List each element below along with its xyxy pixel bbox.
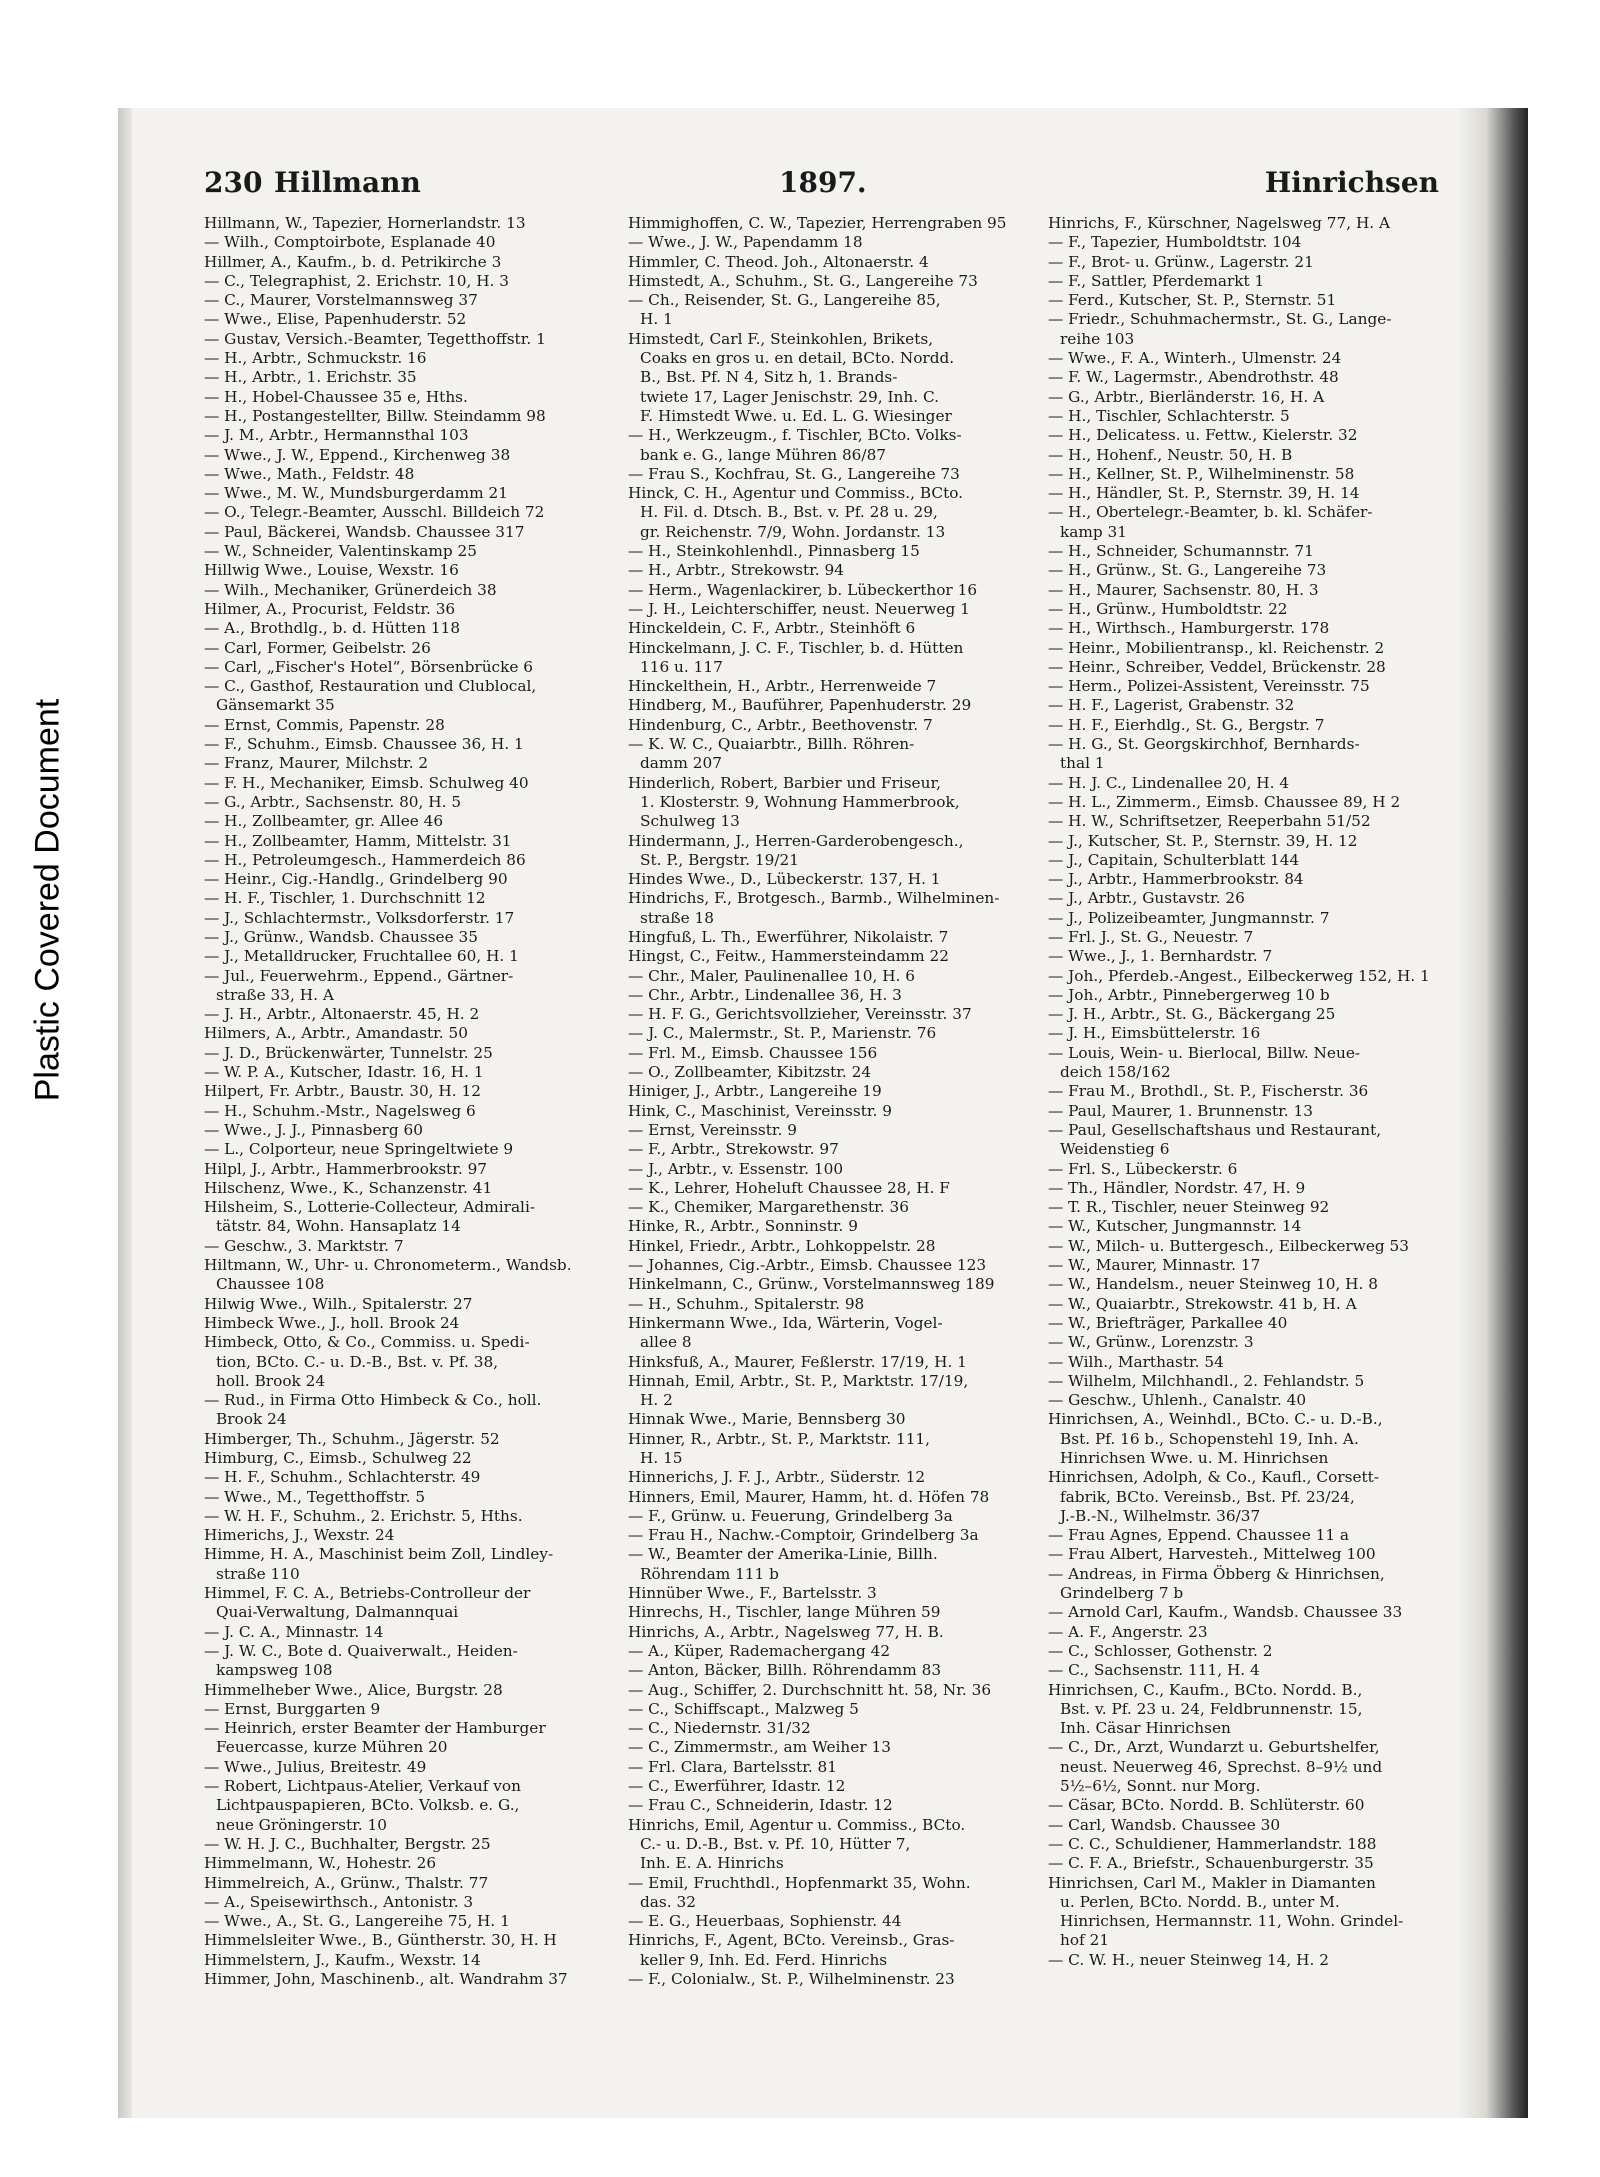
directory-entry-line: — H., Schuhm., Spitalerstr. 98 xyxy=(628,1294,865,1313)
directory-entry-line: — F., Sattler, Pferdemarkt 1 xyxy=(1048,271,1265,290)
directory-entry-line: — Carl, Wandsb. Chaussee 30 xyxy=(1048,1815,1281,1834)
directory-entry-line: Hinrichsen, C., Kaufm., BCto. Nordd. B., xyxy=(1048,1680,1363,1699)
directory-entry-line: — Franz, Maurer, Milchstr. 2 xyxy=(204,754,429,773)
directory-entry-line: Hiltmann, W., Uhr- u. Chronometerm., Wandsb. xyxy=(204,1256,572,1275)
directory-entry-line: — W. H. J. C., Buchhalter, Bergstr. 25 xyxy=(204,1834,491,1853)
directory-entry-line: — W., Handelsm., neuer Steinweg 10, H. 8 xyxy=(1048,1275,1378,1294)
directory-entry-line: Weidenstieg 6 xyxy=(1060,1140,1170,1159)
directory-entry-line: — H., Maurer, Sachsenstr. 80, H. 3 xyxy=(1048,580,1319,599)
directory-entry-line: kampsweg 108 xyxy=(216,1661,333,1680)
directory-entry-line: fabrik, BCto. Vereinsb., Bst. Pf. 23/24, xyxy=(1060,1487,1355,1506)
directory-entry-line: Hingst, C., Feitw., Hammersteindamm 22 xyxy=(628,947,949,966)
directory-entry-line: — G., Arbtr., Sachsenstr. 80, H. 5 xyxy=(204,792,462,811)
directory-entry-line: Hinrichsen, Adolph, & Co., Kaufl., Corsett- xyxy=(1048,1468,1379,1487)
directory-entry-line: — W., Maurer, Minnastr. 17 xyxy=(1048,1256,1261,1275)
directory-entry-line: — K., Chemiker, Margarethenstr. 36 xyxy=(628,1198,909,1217)
directory-entry-line: — Heinr., Schreiber, Veddel, Brückenstr. 28 xyxy=(1048,657,1386,676)
directory-entry-line: — Joh., Pferdeb.-Angest., Eilbeckerweg 152, H. 1 xyxy=(1048,966,1430,985)
directory-entry-line: — A., Brothdlg., b. d. Hütten 118 xyxy=(204,619,461,638)
directory-entry-line: — Ernst, Vereinsstr. 9 xyxy=(628,1120,797,1139)
directory-entry-line: — J., Grünw., Wandsb. Chaussee 35 xyxy=(204,927,478,946)
directory-entry-line: — C., Zimmermstr., am Weiher 13 xyxy=(628,1738,891,1757)
directory-entry-line: Hinnak Wwe., Marie, Bennsberg 30 xyxy=(628,1410,906,1429)
header-last-entry: Hinrichsen xyxy=(1264,166,1439,199)
directory-entry-line: deich 158/162 xyxy=(1060,1063,1171,1082)
directory-entry-line: — Wwe., J., 1. Bernhardstr. 7 xyxy=(1048,947,1273,966)
header-year: 1897. xyxy=(779,166,867,199)
column-3 xyxy=(1048,214,1443,1970)
directory-entry-line: — Arnold Carl, Kaufm., Wandsb. Chaussee 33 xyxy=(1048,1603,1403,1622)
directory-entry-line: — H. F., Tischler, 1. Durchschnitt 12 xyxy=(204,889,486,908)
directory-entry-line: — H., Arbtr., 1. Erichstr. 35 xyxy=(204,368,417,387)
directory-entry-line: — J. M., Arbtr., Hermannsthal 103 xyxy=(204,426,469,445)
directory-entry-line: Quai-Verwaltung, Dalmannquai xyxy=(216,1603,459,1622)
directory-entry-line: — H., Tischler, Schlachterstr. 5 xyxy=(1048,406,1290,425)
directory-entry-line: Brook 24 xyxy=(216,1410,287,1429)
directory-entry-line: Himmighoffen, C. W., Tapezier, Herrengraben 95 xyxy=(628,214,1007,232)
directory-entry-line: — Wwe., J. W., Eppend., Kirchenweg 38 xyxy=(204,445,511,464)
directory-entry-line: — Chr., Maler, Paulinenallee 10, H. 6 xyxy=(628,966,915,985)
directory-entry-line: — J., Arbtr., v. Essenstr. 100 xyxy=(628,1159,844,1178)
directory-entry-line: — F., Schuhm., Eimsb. Chaussee 36, H. 1 xyxy=(204,735,524,754)
directory-entry-line: Hillmann, W., Tapezier, Hornerlandstr. 13 xyxy=(204,214,526,232)
column-2 xyxy=(628,214,1023,1989)
directory-entry-line: Hinckeldein, C. F., Arbtr., Steinhöft 6 xyxy=(628,619,916,638)
directory-entry-line: — J. C., Malermstr., St. P., Marienstr. 76 xyxy=(628,1024,937,1043)
directory-entry-line: — F., Tapezier, Humboldtstr. 104 xyxy=(1048,233,1302,252)
directory-entry-line: Hiniger, J., Arbtr., Langereihe 19 xyxy=(628,1082,882,1101)
directory-entry-line: — Wwe., Julius, Breitestr. 49 xyxy=(204,1757,427,1776)
directory-entry-line: — C. W. H., neuer Steinweg 14, H. 2 xyxy=(1048,1950,1329,1969)
directory-entry-line: Himbeck, Otto, & Co., Commiss. u. Spedi- xyxy=(204,1333,530,1352)
directory-entry-line: — Louis, Wein- u. Bierlocal, Billw. Neue- xyxy=(1048,1043,1361,1062)
directory-entry-line: — Wwe., A., St. G., Langereihe 75, H. 1 xyxy=(204,1912,510,1931)
directory-entry-line: Himmelheber Wwe., Alice, Burgstr. 28 xyxy=(204,1680,503,1699)
directory-entry-line: holl. Brook 24 xyxy=(216,1371,326,1390)
directory-entry-line: — W., Beamter der Amerika-Linie, Billh. xyxy=(628,1545,938,1564)
directory-entry-line: Inh. E. A. Hinrichs xyxy=(640,1854,784,1873)
directory-entry-line: Hinnüber Wwe., F., Bartelsstr. 3 xyxy=(628,1584,877,1603)
directory-entry-line: Himmelstern, J., Kaufm., Wexstr. 14 xyxy=(204,1950,481,1969)
directory-entry-line: — H., Kellner, St. P., Wilhelminenstr. 58 xyxy=(1048,464,1355,483)
directory-entry-line: — W., Briefträger, Parkallee 40 xyxy=(1048,1313,1288,1332)
directory-entry-line: Hinrichsen, A., Weinhdl., BCto. C.- u. D.-B., xyxy=(1048,1410,1383,1429)
directory-entry-line: keller 9, Inh. Ed. Ferd. Hinrichs xyxy=(640,1950,888,1969)
directory-entry-line: Hinner, R., Arbtr., St. P., Marktstr. 111, xyxy=(628,1429,931,1448)
directory-entry-line: — E. G., Heuerbaas, Sophienstr. 44 xyxy=(628,1912,902,1931)
directory-entry-line: — C. F. A., Briefstr., Schauenburgerstr. 35 xyxy=(1048,1854,1374,1873)
directory-entry-line: — Wilh., Comptoirbote, Esplanade 40 xyxy=(204,233,496,252)
directory-entry-line: — H., Hobel-Chaussee 35 e, Hths. xyxy=(204,387,468,406)
directory-entry-line: Hinksfuß, A., Maurer, Feßlerstr. 17/19, H. 1 xyxy=(628,1352,967,1371)
directory-entry-line: J.-B.-N., Wilhelmstr. 36/37 xyxy=(1060,1506,1261,1525)
directory-entry-line: H. Fil. d. Dtsch. B., Bst. v. Pf. 28 u. 29, xyxy=(640,503,938,522)
directory-entry-line: — O., Zollbeamter, Kibitzstr. 24 xyxy=(628,1063,872,1082)
directory-entry-line: — Frau Albert, Harvesteh., Mittelweg 100 xyxy=(1048,1545,1376,1564)
directory-entry-line: — Joh., Arbtr., Pinnebergerweg 10 b xyxy=(1048,985,1330,1004)
column-1 xyxy=(204,214,599,1989)
directory-entry-line: straße 33, H. A xyxy=(216,985,334,1004)
directory-entry-line: — Ch., Reisender, St. G., Langereihe 85, xyxy=(628,291,941,310)
header-first-entry: Hillmann xyxy=(274,166,421,199)
directory-entry-line: — C., Dr., Arzt, Wundarzt u. Geburtshelfer, xyxy=(1048,1738,1380,1757)
directory-entry-line: Himstedt, Carl F., Steinkohlen, Brikets, xyxy=(628,329,934,348)
book-gutter xyxy=(1458,108,1528,2118)
directory-entry-line: kamp 31 xyxy=(1060,522,1128,541)
directory-entry-line: Himmel, F. C. A., Betriebs-Controlleur der xyxy=(204,1584,531,1603)
directory-entry-line: — W., Quaiarbtr., Strekowstr. 41 b, H. A xyxy=(1048,1294,1357,1313)
directory-entry-line: — Robert, Lichtpaus-Atelier, Verkauf von xyxy=(204,1777,521,1796)
scanned-page xyxy=(118,108,1528,2118)
directory-entry-line: Himerichs, J., Wexstr. 24 xyxy=(204,1526,395,1545)
directory-entry-line: — Herm., Wagenlackirer, b. Lübeckerthor 16 xyxy=(628,580,978,599)
directory-entry-line: Himmer, John, Maschinenb., alt. Wandrahm 37 xyxy=(204,1970,568,1989)
directory-entry-line: Bst. Pf. 16 b., Schopenstehl 19, Inh. A. xyxy=(1060,1429,1359,1448)
directory-entry-line: Schulweg 13 xyxy=(640,812,740,831)
directory-entry-line: — C., Schlosser, Gothenstr. 2 xyxy=(1048,1641,1273,1660)
directory-entry-line: — Frau C., Schneiderin, Idastr. 12 xyxy=(628,1796,893,1815)
directory-entry-line: — C. C., Schuldiener, Hammerlandstr. 188 xyxy=(1048,1834,1377,1853)
directory-entry-line: Hinkelmann, C., Grünw., Vorstelmannsweg 189 xyxy=(628,1275,995,1294)
directory-entry-line: — T. R., Tischler, neuer Steinweg 92 xyxy=(1048,1198,1330,1217)
directory-entry-line: — J. H., Arbtr., St. G., Bäckergang 25 xyxy=(1048,1005,1336,1024)
directory-entry-line: — Frau Agnes, Eppend. Chaussee 11 a xyxy=(1048,1526,1350,1545)
directory-entry-line: — W., Grünw., Lorenzstr. 3 xyxy=(1048,1333,1254,1352)
directory-entry-line: Hinrichsen, Hermannstr. 11, Wohn. Grindel- xyxy=(1060,1912,1404,1931)
directory-entry-line: 1. Klosterstr. 9, Wohnung Hammerbrook, xyxy=(640,792,960,811)
directory-entry-line: — Wwe., F. A., Winterh., Ulmenstr. 24 xyxy=(1048,349,1342,368)
directory-entry-line: Himmelreich, A., Grünw., Thalstr. 77 xyxy=(204,1873,489,1892)
directory-entry-line: — H., Werkzeugm., f. Tischler, BCto. Volks- xyxy=(628,426,962,445)
directory-entry-line: Hilschenz, Wwe., K., Schanzenstr. 41 xyxy=(204,1178,493,1197)
directory-entry-line: — Wwe., Elise, Papenhuderstr. 52 xyxy=(204,310,467,329)
directory-entry-line: — Geschw., Uhlenh., Canalstr. 40 xyxy=(1048,1391,1307,1410)
directory-entry-line: Himme, H. A., Maschinist beim Zoll, Lindley- xyxy=(204,1545,554,1564)
directory-entry-line: — H., Postangestellter, Billw. Steindamm 98 xyxy=(204,406,546,425)
directory-entry-line: H. 15 xyxy=(640,1449,683,1467)
directory-entry-line: — J., Capitain, Schulterblatt 144 xyxy=(1048,850,1300,869)
directory-entry-line: — Frau S., Kochfrau, St. G., Langereihe 73 xyxy=(628,464,960,483)
directory-entry-line: — F., Colonialw., St. P., Wilhelminenstr. 23 xyxy=(628,1970,955,1989)
directory-entry-line: — Wilh., Mechaniker, Grünerdeich 38 xyxy=(204,580,497,599)
directory-entry-line: Hilmers, A., Arbtr., Amandastr. 50 xyxy=(204,1024,468,1043)
directory-entry-line: Himberger, Th., Schuhm., Jägerstr. 52 xyxy=(204,1429,500,1448)
directory-entry-line: Hinkermann Wwe., Ida, Wärterin, Vogel- xyxy=(628,1313,943,1332)
directory-entry-line: — Gustav, Versich.-Beamter, Tegetthoffstr. 1 xyxy=(204,329,546,348)
directory-entry-line: — F. H., Mechaniker, Eimsb. Schulweg 40 xyxy=(204,773,529,792)
directory-entry-line: — J., Polizeibeamter, Jungmannstr. 7 xyxy=(1048,908,1330,927)
directory-entry-line: neust. Neuerweg 46, Sprechst. 8–9½ und xyxy=(1060,1757,1383,1776)
directory-entry-line: — O., Telegr.-Beamter, Ausschl. Billdeich 72 xyxy=(204,503,545,522)
directory-entry-line: F. Himstedt Wwe. u. Ed. L. G. Wiesinger xyxy=(640,406,952,425)
directory-entry-line: — Heinrich, erster Beamter der Hamburger xyxy=(204,1719,546,1738)
directory-entry-line: Coaks en gros u. en detail, BCto. Nordd. xyxy=(640,349,955,368)
directory-entry-line: 116 u. 117 xyxy=(640,657,723,676)
page-number: 230 xyxy=(204,166,263,199)
directory-entry-line: — W., Milch- u. Buttergesch., Eilbeckerweg 53 xyxy=(1048,1236,1409,1255)
directory-entry-line: Hillmer, A., Kaufm., b. d. Petrikirche 3 xyxy=(204,252,502,271)
directory-entry-line: — Frl. S., Lübeckerstr. 6 xyxy=(1048,1159,1238,1178)
page-header xyxy=(204,166,1439,206)
directory-entry-line: — H., Händler, St. P., Sternstr. 39, H. 14 xyxy=(1048,484,1360,503)
directory-entry-line: Hinckelmann, J. C. F., Tischler, b. d. Hütten xyxy=(628,638,964,657)
directory-entry-line: — Wwe., J. W., Papendamm 18 xyxy=(628,233,863,252)
directory-entry-line: — W., Kutscher, Jungmannstr. 14 xyxy=(1048,1217,1302,1236)
directory-entry-line: — J., Arbtr., Hammerbrookstr. 84 xyxy=(1048,870,1304,889)
directory-entry-line: Hindberg, M., Bauführer, Papenhuderstr. 29 xyxy=(628,696,972,715)
directory-entry-line: — Wilh., Marthastr. 54 xyxy=(1048,1352,1224,1371)
directory-entry-line: — J. C. A., Minnastr. 14 xyxy=(204,1622,384,1641)
directory-entry-line: — H. G., St. Georgskirchhof, Bernhards- xyxy=(1048,735,1360,754)
directory-entry-line: straße 18 xyxy=(640,908,715,927)
directory-entry-line: Röhrendam 111 b xyxy=(640,1564,779,1583)
directory-entry-line: — Carl, „Fischer's Hotel“, Börsenbrücke 6 xyxy=(204,657,534,676)
directory-entry-line: — Chr., Arbtr., Lindenallee 36, H. 3 xyxy=(628,985,902,1004)
directory-entry-line: — H., Schuhm.-Mstr., Nagelsweg 6 xyxy=(204,1101,476,1120)
directory-entry-line: — H., Zollbeamter, gr. Allee 46 xyxy=(204,812,444,831)
directory-entry-line: — J. H., Arbtr., Altonaerstr. 45, H. 2 xyxy=(204,1005,480,1024)
directory-entry-line: Hindermann, J., Herren-Garderobengesch., xyxy=(628,831,964,850)
directory-entry-line: — Emil, Fruchthdl., Hopfenmarkt 35, Wohn. xyxy=(628,1873,971,1892)
directory-entry-line: damm 207 xyxy=(640,754,722,773)
directory-entry-line: — Wwe., J. J., Pinnasberg 60 xyxy=(204,1120,423,1139)
directory-entry-line: — J. D., Brückenwärter, Tunnelstr. 25 xyxy=(204,1043,493,1062)
directory-entry-line: Lichtpauspapieren, BCto. Volksb. e. G., xyxy=(216,1796,520,1815)
directory-entry-line: — H. F. G., Gerichtsvollzieher, Vereinsstr. 37 xyxy=(628,1005,972,1024)
directory-entry-line: Himmelmann, W., Hohestr. 26 xyxy=(204,1854,437,1873)
directory-entry-line: — H. F., Schuhm., Schlachterstr. 49 xyxy=(204,1468,481,1487)
directory-entry-line: — H. F., Lagerist, Grabenstr. 32 xyxy=(1048,696,1295,715)
directory-entry-line: — H., Arbtr., Schmuckstr. 16 xyxy=(204,349,427,368)
directory-entry-line: — H., Delicatess. u. Fettw., Kielerstr. 32 xyxy=(1048,426,1358,445)
directory-entry-line: B., Bst. Pf. N 4, Sitz h, 1. Brands- xyxy=(640,368,898,387)
directory-entry-line: — Friedr., Schuhmachermstr., St. G., Lange- xyxy=(1048,310,1392,329)
directory-entry-line: — Wwe., M., Tegetthoffstr. 5 xyxy=(204,1487,426,1506)
directory-entry-line: — H. W., Schriftsetzer, Reeperbahn 51/52 xyxy=(1048,812,1371,831)
side-label xyxy=(18,600,78,1200)
directory-entry-line: — J., Arbtr., Gustavstr. 26 xyxy=(1048,889,1245,908)
directory-entry-line: Himstedt, A., Schuhm., St. G., Langereihe 73 xyxy=(628,271,978,290)
directory-entry-line: u. Perlen, BCto. Nordd. B., unter M. xyxy=(1060,1892,1340,1911)
directory-entry-line: Hinkel, Friedr., Arbtr., Lohkoppelstr. 28 xyxy=(628,1236,936,1255)
directory-entry-line: — H. L., Zimmerm., Eimsb. Chaussee 89, H 2 xyxy=(1048,792,1401,811)
directory-entry-line: — H. F., Eierhdlg., St. G., Bergstr. 7 xyxy=(1048,715,1325,734)
directory-entry-line: allee 8 xyxy=(640,1333,692,1352)
directory-entry-line: — Wilhelm, Milchhandl., 2. Fehlandstr. 5 xyxy=(1048,1371,1365,1390)
directory-entry-line: Hinrichsen Wwe. u. M. Hinrichsen xyxy=(1060,1449,1329,1467)
directory-entry-line: Himmelsleiter Wwe., B., Güntherstr. 30, H. H xyxy=(204,1931,557,1950)
directory-entry-line: Grindelberg 7 b xyxy=(1060,1584,1184,1603)
directory-entry-line: Hinckelthein, H., Arbtr., Herrenweide 7 xyxy=(628,677,937,696)
directory-entry-line: — Th., Händler, Nordstr. 47, H. 9 xyxy=(1048,1178,1306,1197)
directory-entry-line: — Johannes, Cig.-Arbtr., Eimsb. Chaussee 123 xyxy=(628,1256,987,1275)
directory-entry-line: Himmler, C. Theod. Joh., Altonaerstr. 4 xyxy=(628,252,929,271)
directory-entry-line: — F. W., Lagermstr., Abendrothstr. 48 xyxy=(1048,368,1339,387)
directory-entry-line: Hilpert, Fr. Arbtr., Baustr. 30, H. 12 xyxy=(204,1082,481,1101)
directory-entry-line: — C., Maurer, Vorstelmannsweg 37 xyxy=(204,291,478,310)
directory-entry-line: — Herm., Polizei-Assistent, Vereinsstr. 75 xyxy=(1048,677,1370,696)
directory-entry-line: Hinnerichs, J. F. J., Arbtr., Süderstr. 12 xyxy=(628,1468,926,1487)
directory-entry-line: Hinderlich, Robert, Barbier und Friseur, xyxy=(628,773,941,792)
directory-entry-line: Hinners, Emil, Maurer, Hamm, ht. d. Höfen 78 xyxy=(628,1487,990,1506)
directory-entry-line: — Wwe., M. W., Mundsburgerdamm 21 xyxy=(204,484,509,503)
directory-entry-line: — Frl. Clara, Bartelsstr. 81 xyxy=(628,1757,838,1776)
directory-entry-line: — H., Arbtr., Strekowstr. 94 xyxy=(628,561,844,580)
directory-entry-line: Hilmer, A., Procurist, Feldstr. 36 xyxy=(204,599,456,618)
directory-entry-line: Himbeck Wwe., J., holl. Brook 24 xyxy=(204,1313,460,1332)
directory-entry-line: — Paul, Bäckerei, Wandsb. Chaussee 317 xyxy=(204,522,525,541)
directory-entry-line: — Geschw., 3. Marktstr. 7 xyxy=(204,1236,404,1255)
directory-entry-line: — Carl, Former, Geibelstr. 26 xyxy=(204,638,431,657)
directory-entry-line: — Frl. M., Eimsb. Chaussee 156 xyxy=(628,1043,878,1062)
directory-entry-line: das. 32 xyxy=(640,1892,696,1911)
directory-entry-line: — C., Telegraphist, 2. Erichstr. 10, H. 3 xyxy=(204,271,509,290)
directory-entry-line: twiete 17, Lager Jenischstr. 29, Inh. C. xyxy=(640,387,939,406)
directory-entry-line: — Aug., Schiffer, 2. Durchschnitt ht. 58, Nr. 36 xyxy=(628,1680,992,1699)
directory-entry-line: — H., Steinkohlenhdl., Pinnasberg 15 xyxy=(628,542,920,561)
directory-entry-line: 5½–6½, Sonnt. nur Morg. xyxy=(1060,1777,1261,1796)
directory-entry-line: Gänsemarkt 35 xyxy=(216,696,335,715)
directory-entry-line: — J. H., Eimsbüttelerstr. 16 xyxy=(1048,1024,1261,1043)
directory-entry-line: Hink, C., Maschinist, Vereinsstr. 9 xyxy=(628,1101,892,1120)
directory-entry-line: reihe 103 xyxy=(1060,329,1135,348)
directory-entry-line: — W., Schneider, Valentinskamp 25 xyxy=(204,542,478,561)
directory-entry-line: Chaussee 108 xyxy=(216,1275,325,1294)
directory-entry-line: — Paul, Gesellschaftshaus und Restaurant, xyxy=(1048,1120,1382,1139)
directory-entry-line: — H. J. C., Lindenallee 20, H. 4 xyxy=(1048,773,1290,792)
directory-entry-line: — Ferd., Kutscher, St. P., Sternstr. 51 xyxy=(1048,291,1337,310)
directory-entry-line: — K., Lehrer, Hoheluft Chaussee 28, H. F xyxy=(628,1178,950,1197)
directory-entry-line: Hinrichs, A., Arbtr., Nagelsweg 77, H. B. xyxy=(628,1622,944,1641)
directory-entry-line: neue Gröningerstr. 10 xyxy=(216,1815,387,1834)
directory-entry-line: Hinrechs, H., Tischler, lange Mühren 59 xyxy=(628,1603,941,1622)
directory-entry-line: — Paul, Maurer, 1. Brunnenstr. 13 xyxy=(1048,1101,1313,1120)
directory-entry-line: — Andreas, in Firma Öbberg & Hinrichsen, xyxy=(1048,1564,1385,1583)
directory-entry-line: — Anton, Bäcker, Billh. Röhrendamm 83 xyxy=(628,1661,942,1680)
directory-entry-line: Inh. Cäsar Hinrichsen xyxy=(1060,1719,1231,1738)
directory-entry-line: — F., Brot- u. Grünw., Lagerstr. 21 xyxy=(1048,252,1314,271)
directory-entry-line: Himburg, C., Eimsb., Schulweg 22 xyxy=(204,1449,472,1467)
directory-entry-line: — Frau M., Brothdl., St. P., Fischerstr. 36 xyxy=(1048,1082,1369,1101)
directory-entry-line: — H., Grünw., St. G., Langereihe 73 xyxy=(1048,561,1327,580)
directory-entry-line: Feuercasse, kurze Mühren 20 xyxy=(216,1738,448,1757)
directory-entry-line: — A., Küper, Rademachergang 42 xyxy=(628,1641,891,1660)
directory-entry-line: — A. F., Angerstr. 23 xyxy=(1048,1622,1208,1641)
directory-entry-line: tätstr. 84, Wohn. Hansaplatz 14 xyxy=(216,1217,461,1236)
directory-entry-line: — K. W. C., Quaiarbtr., Billh. Röhren- xyxy=(628,735,915,754)
directory-entry-line: — Cäsar, BCto. Nordd. B. Schlüterstr. 60 xyxy=(1048,1796,1365,1815)
directory-entry-line: C.- u. D.-B., Bst. v. Pf. 10, Hütter 7, xyxy=(640,1834,911,1853)
directory-entry-line: H. 1 xyxy=(640,310,673,329)
directory-entry-line: — Ernst, Burggarten 9 xyxy=(204,1699,381,1718)
directory-entry-line: tion, BCto. C.- u. D.-B., Bst. v. Pf. 38, xyxy=(216,1352,499,1371)
directory-entry-line: Bst. v. Pf. 23 u. 24, Feldbrunnenstr. 15, xyxy=(1060,1699,1363,1718)
directory-entry-line: Hindrichs, F., Brotgesch., Barmb., Wilhelminen- xyxy=(628,889,1000,908)
page-left-edge xyxy=(118,108,132,2118)
directory-entry-line: Hindenburg, C., Arbtr., Beethovenstr. 7 xyxy=(628,715,933,734)
directory-entry-line: Hilsheim, S., Lotterie-Collecteur, Admirali- xyxy=(204,1198,536,1217)
directory-entry-line: Hinck, C. H., Agentur und Commiss., BCto. xyxy=(628,484,964,503)
directory-entry-line: — J. W. C., Bote d. Quaiverwalt., Heiden- xyxy=(204,1641,518,1660)
directory-entry-line: — H., Schneider, Schumannstr. 71 xyxy=(1048,542,1314,561)
directory-entry-line: St. P., Bergstr. 19/21 xyxy=(640,850,799,869)
directory-entry-line: — Ernst, Commis, Papenstr. 28 xyxy=(204,715,445,734)
directory-entry-line: — Heinr., Mobilientransp., kl. Reichenstr. 2 xyxy=(1048,638,1385,657)
directory-entry-line: — G., Arbtr., Bierländerstr. 16, H. A xyxy=(1048,387,1325,406)
directory-entry-line: — C., Ewerführer, Idastr. 12 xyxy=(628,1777,846,1796)
directory-entry-line: — Heinr., Cig.-Handlg., Grindelberg 90 xyxy=(204,870,508,889)
directory-entry-line: thal 1 xyxy=(1060,754,1105,773)
directory-entry-line: Hinrichsen, Carl M., Makler in Diamanten xyxy=(1048,1873,1376,1892)
directory-entry-line: Hinnah, Emil, Arbtr., St. P., Marktstr. 17/19, xyxy=(628,1371,969,1390)
directory-entry-line: — H., Zollbeamter, Hamm, Mittelstr. 31 xyxy=(204,831,512,850)
directory-entry-line: — H., Hohenf., Neustr. 50, H. B xyxy=(1048,445,1293,464)
directory-entry-line: — J. H., Leichterschiffer, neust. Neuerweg 1 xyxy=(628,599,970,618)
directory-entry-line: Hindes Wwe., D., Lübeckerstr. 137, H. 1 xyxy=(628,870,941,889)
directory-entry-line: — C., Niedernstr. 31/32 xyxy=(628,1719,811,1738)
directory-entry-line: — H., Wirthsch., Hamburgerstr. 178 xyxy=(1048,619,1330,638)
directory-entry-line: — Jul., Feuerwehrm., Eppend., Gärtner- xyxy=(204,966,514,985)
directory-entry-line: bank e. G., lange Mühren 86/87 xyxy=(640,445,887,464)
directory-entry-line: — Rud., in Firma Otto Himbeck & Co., holl. xyxy=(204,1391,542,1410)
directory-entry-line: — C., Schiffscapt., Malzweg 5 xyxy=(628,1699,859,1718)
directory-entry-line: straße 110 xyxy=(216,1564,300,1583)
directory-entry-line: — J., Schlachtermstr., Volksdorferstr. 17 xyxy=(204,908,515,927)
directory-entry-line: hof 21 xyxy=(1060,1931,1110,1950)
directory-entry-line: — C., Sachsenstr. 111, H. 4 xyxy=(1048,1661,1260,1680)
directory-entry-line: — Wwe., Math., Feldstr. 48 xyxy=(204,464,415,483)
directory-entry-line: — A., Speisewirthsch., Antonistr. 3 xyxy=(204,1892,474,1911)
directory-entry-line: — W. H. F., Schuhm., 2. Erichstr. 5, Hths. xyxy=(204,1506,523,1525)
directory-entry-line: — H., Obertelegr.-Beamter, b. kl. Schäfer- xyxy=(1048,503,1373,522)
directory-entry-line: Hilwig Wwe., Wilh., Spitalerstr. 27 xyxy=(204,1294,473,1313)
directory-entry-line: Hillwig Wwe., Louise, Wexstr. 16 xyxy=(204,561,459,580)
directory-entry-line: — Frl. J., St. G., Neuestr. 7 xyxy=(1048,927,1254,946)
directory-entry-line: gr. Reichenstr. 7/9, Wohn. Jordanstr. 13 xyxy=(640,522,946,541)
directory-entry-line: — F., Arbtr., Strekowstr. 97 xyxy=(628,1140,839,1159)
directory-entry-line: Hinrichs, F., Agent, BCto. Vereinsb., Gras- xyxy=(628,1931,955,1950)
directory-entry-line: — W. P. A., Kutscher, Idastr. 16, H. 1 xyxy=(204,1063,484,1082)
directory-entry-line: — H., Grünw., Humboldtstr. 22 xyxy=(1048,599,1288,618)
directory-entry-line: — J., Metalldrucker, Fruchtallee 60, H. 1 xyxy=(204,947,519,966)
directory-entry-line: — C., Gasthof, Restauration und Clublocal, xyxy=(204,677,537,696)
directory-entry-line: — L., Colporteur, neue Springeltwiete 9 xyxy=(204,1140,514,1159)
directory-entry-line: — Frau H., Nachw.-Comptoir, Grindelberg 3a xyxy=(628,1526,979,1545)
directory-entry-line: — J., Kutscher, St. P., Sternstr. 39, H. 12 xyxy=(1048,831,1358,850)
directory-entry-line: Hinke, R., Arbtr., Sonninstr. 9 xyxy=(628,1217,858,1236)
directory-entry-line: H. 2 xyxy=(640,1391,673,1410)
directory-entry-line: Hilpl, J., Arbtr., Hammerbrookstr. 97 xyxy=(204,1159,488,1178)
side-label-text: Plastic Covered Document xyxy=(28,698,67,1102)
directory-entry-line: Hinrichs, F., Kürschner, Nagelsweg 77, H. A xyxy=(1048,214,1391,232)
directory-entry-line: Hinrichs, Emil, Agentur u. Commiss., BCto. xyxy=(628,1815,966,1834)
directory-entry-line: Hingfuß, L. Th., Ewerführer, Nikolaistr. 7 xyxy=(628,927,949,946)
directory-entry-line: — H., Petroleumgesch., Hammerdeich 86 xyxy=(204,850,526,869)
directory-entry-line: — F., Grünw. u. Feuerung, Grindelberg 3a xyxy=(628,1506,953,1525)
